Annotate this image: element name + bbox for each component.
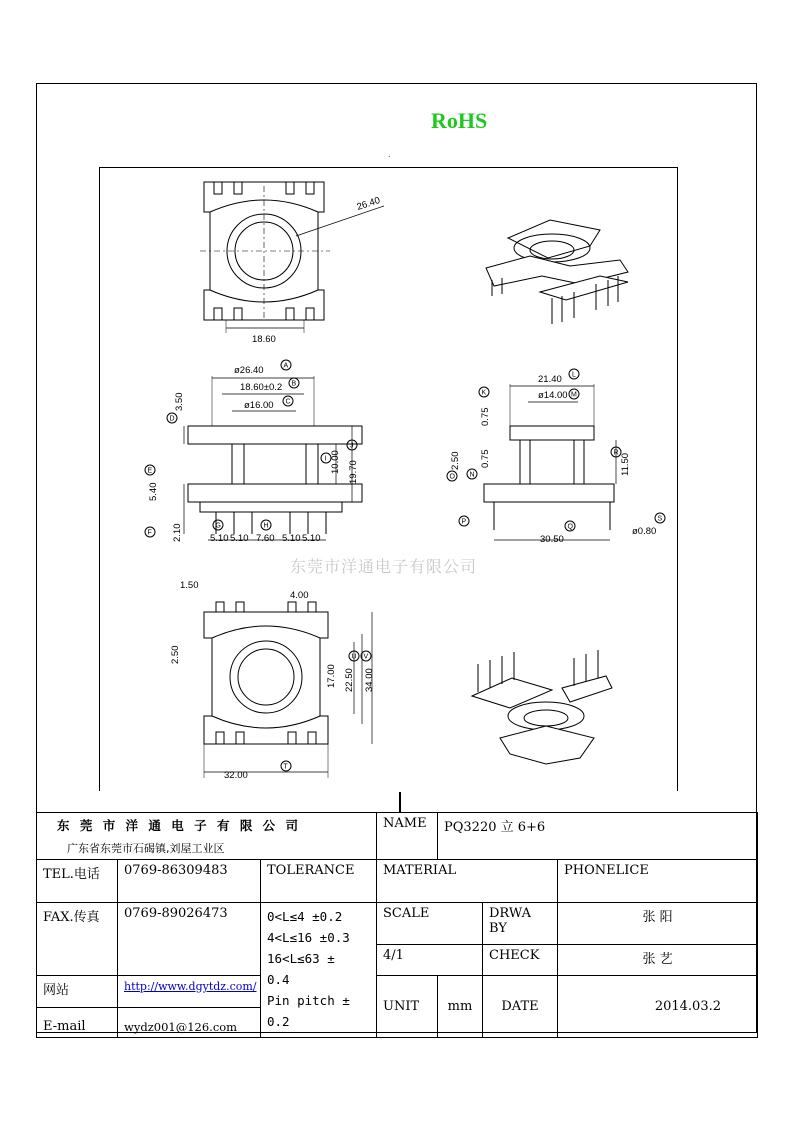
dim-32-00: 32.00 xyxy=(224,770,248,781)
dot-mark: . xyxy=(388,150,391,159)
dim-11-50: 11.50 xyxy=(620,452,631,476)
ref-J: J xyxy=(350,442,354,450)
iso-view-bottom xyxy=(472,650,612,764)
material-value: PHONELICE xyxy=(558,860,758,903)
ref-T: T xyxy=(283,763,288,771)
tol-row-3: 16<L≤63 ± xyxy=(267,951,335,966)
dim-3-50: 3.50 xyxy=(174,392,185,411)
pitch-7-60: 7.60 xyxy=(256,533,275,544)
title-block xyxy=(36,812,758,1038)
ref-M: M xyxy=(571,391,577,399)
dim-phi-14-00: ø14.00 xyxy=(538,390,568,401)
ref-K: K xyxy=(481,389,487,397)
date-label: DATE xyxy=(483,976,558,1038)
company-name: 东 莞 市 洋 通 电 子 有 限 公 司 xyxy=(57,818,302,833)
ref-F: F xyxy=(147,529,152,537)
material-label: MATERIAL xyxy=(377,860,558,903)
fax-value: 0769-89026473 xyxy=(118,903,261,976)
dim-2-10: 2.10 xyxy=(172,523,183,542)
ref-L: L xyxy=(572,371,576,379)
iso-view-top xyxy=(486,220,628,324)
dim-phi-16-00: ø16.00 xyxy=(244,400,274,411)
ref-S: S xyxy=(657,515,663,523)
dim-34-00: 34.00 xyxy=(364,668,375,692)
email-label: E-mail xyxy=(37,1008,118,1038)
unit-value: mm xyxy=(438,976,483,1038)
check-value: 张 艺 xyxy=(558,945,758,976)
dim-2-50-a: 2.50 xyxy=(450,451,461,470)
dim-30-50: 30.50 xyxy=(540,534,564,545)
ref-Q: Q xyxy=(567,523,573,531)
dim-phi-26-40: ø26.40 xyxy=(234,365,264,376)
company-address: 广东省东莞市石碣镇,刘屋工业区 xyxy=(67,842,225,855)
web-label: 网站 xyxy=(37,976,118,1008)
ref-B: B xyxy=(291,380,297,388)
company-cell xyxy=(37,813,377,860)
pitch-5-10-d: 5.10 xyxy=(302,533,321,544)
ref-R: R xyxy=(613,449,619,457)
scale-value: 4/1 xyxy=(377,945,483,976)
name-value: PQ3220 立 6+6 xyxy=(438,813,758,860)
watermark-company: 东莞市洋通电子有限公司 xyxy=(290,557,478,576)
ref-V: V xyxy=(363,653,369,661)
dim-26-40: 26.40 xyxy=(355,195,382,213)
dim-17-00: 17.00 xyxy=(326,664,337,688)
ref-O: O xyxy=(449,473,455,481)
ref-G: G xyxy=(215,522,221,530)
ref-I: I xyxy=(324,455,327,463)
dim-2-50-b: 2.50 xyxy=(170,645,181,664)
dim-0-75-a: 0.75 xyxy=(480,407,491,426)
tol-row-4: Pin pitch ± xyxy=(267,993,350,1008)
website-link[interactable]: http://www.dgytdz.com/ xyxy=(124,980,257,993)
divider-tick xyxy=(399,792,401,812)
ref-D: D xyxy=(169,415,175,423)
email-value: wydz001@126.com xyxy=(118,1008,261,1038)
name-label: NAME xyxy=(377,813,438,860)
pitch-5-10-c: 5.10 xyxy=(282,533,301,544)
ref-P: P xyxy=(461,518,467,526)
ref-H: H xyxy=(263,522,269,530)
unit-label: UNIT xyxy=(377,976,438,1038)
tel-value: 0769-86309483 xyxy=(118,860,261,903)
dim-19-70: 19.70 xyxy=(348,460,359,484)
ref-A: A xyxy=(283,362,289,370)
dim-5-40: 5.40 xyxy=(148,482,159,501)
tolerance-values xyxy=(261,903,377,1038)
dim-22-50: 22.50 xyxy=(344,668,355,692)
ref-C: C xyxy=(285,398,291,406)
dim-18-60: 18.60 xyxy=(252,334,276,345)
fax-label: FAX.传真 xyxy=(37,903,118,976)
scale-label: SCALE xyxy=(377,903,483,945)
ref-N: N xyxy=(469,471,475,479)
dim-1-50: 1.50 xyxy=(180,580,199,591)
tol-row-2: 4<L≤16 ±0.3 xyxy=(267,930,350,945)
dim-18-60-tol: 18.60±0.2 xyxy=(240,382,283,393)
tol-row-1: 0<L≤4 ±0.2 xyxy=(267,909,343,924)
tol-row-4b: 0.2 xyxy=(267,1014,290,1029)
tel-label: TEL.电话 xyxy=(37,860,118,903)
ref-E: E xyxy=(147,467,153,475)
tolerance-label: TOLERANCE xyxy=(261,860,377,903)
tol-row-3b: 0.4 xyxy=(267,972,290,987)
ref-U: U xyxy=(351,653,357,661)
rohs-mark: RoHS xyxy=(431,108,488,133)
dim-0-75-b: 0.75 xyxy=(480,449,491,468)
pitch-5-10-a: 5.10 xyxy=(210,533,229,544)
pitch-5-10-b: 5.10 xyxy=(230,533,249,544)
dim-21-40: 21.40 xyxy=(538,374,562,385)
side-view xyxy=(481,384,616,540)
technical-drawing xyxy=(99,167,678,791)
dim-phi-0-80: ø0.80 xyxy=(632,526,657,537)
drawn-label: DRWA BY xyxy=(483,903,558,945)
dim-4-00: 4.00 xyxy=(290,590,309,601)
drawn-value: 张 阳 xyxy=(558,903,758,945)
web-cell xyxy=(118,976,261,1008)
dim-10-00: 10.00 xyxy=(330,450,341,474)
check-label: CHECK xyxy=(483,945,558,976)
date-value: 2014.03.2 xyxy=(558,976,758,1038)
